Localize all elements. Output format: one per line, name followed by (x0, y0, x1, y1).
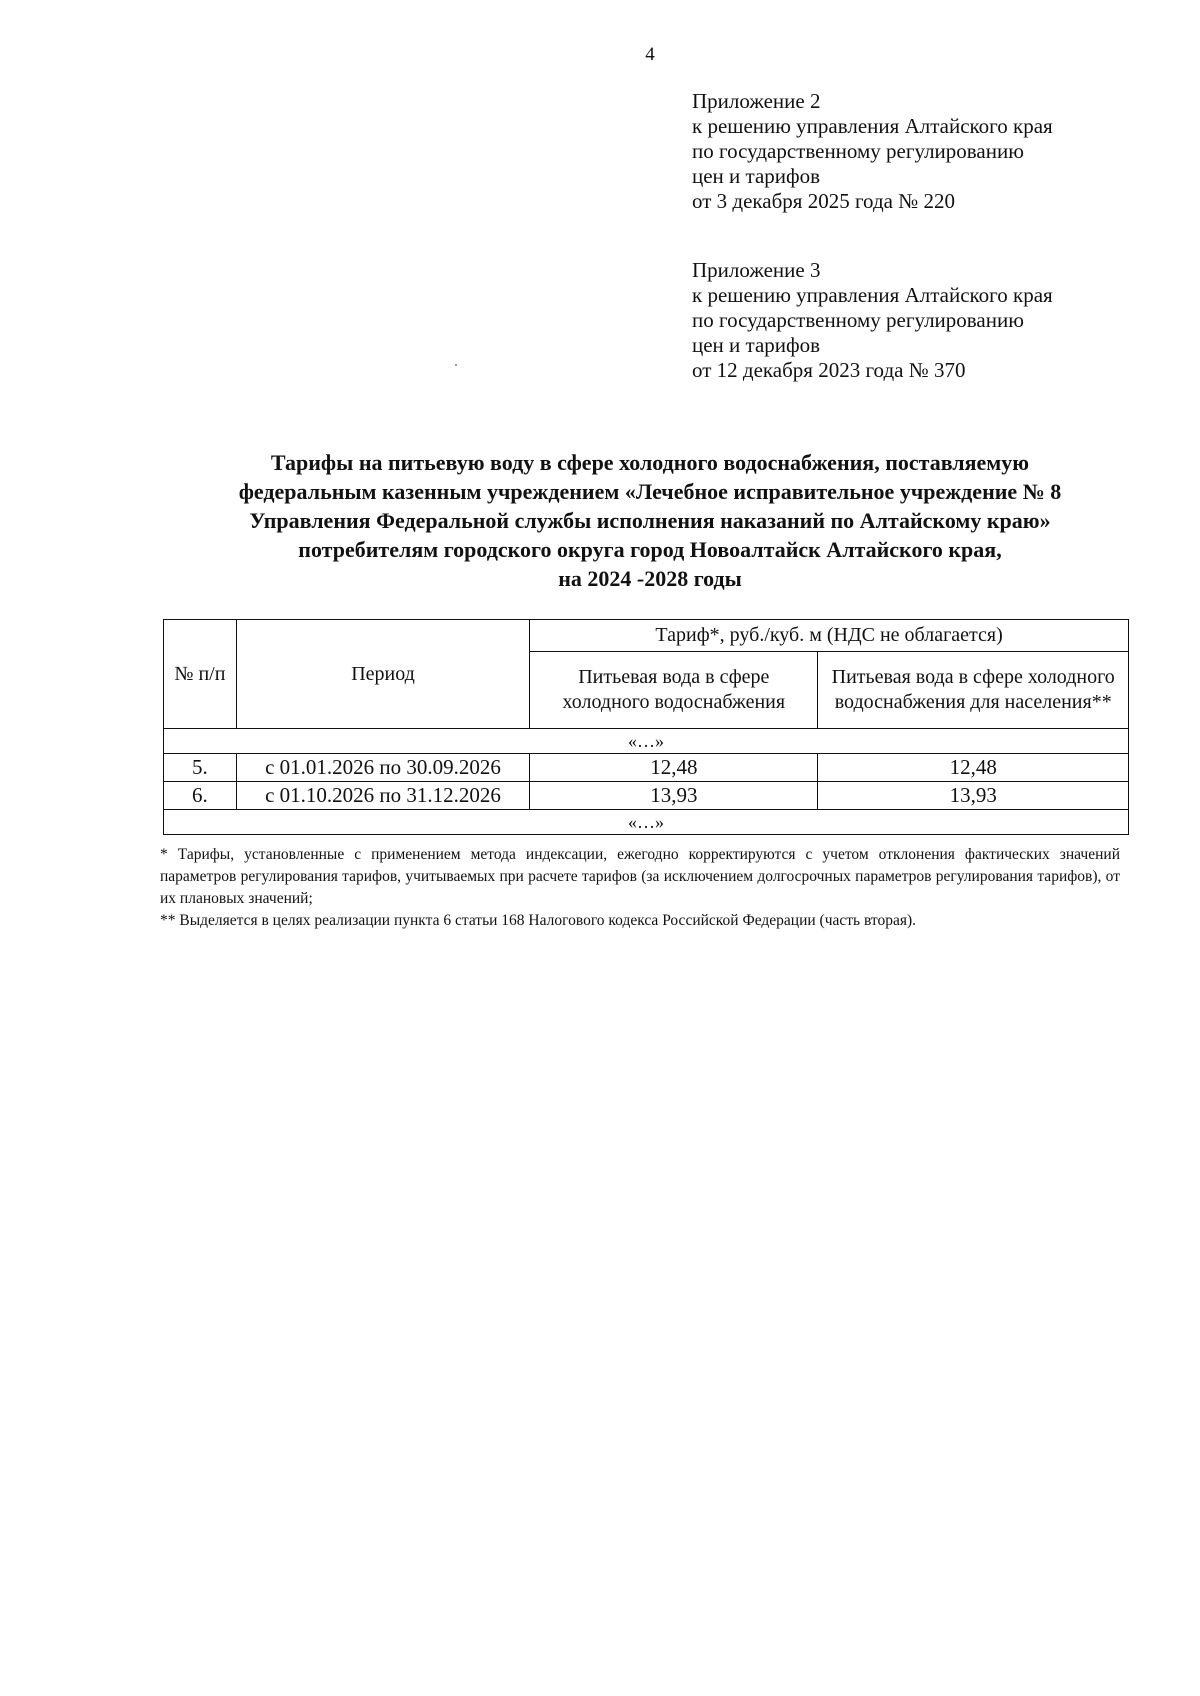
header-period: Период (236, 620, 529, 729)
row-tariff-population: 12,48 (818, 754, 1129, 782)
header-drinking-water: Питьевая вода в сфере холодного водоснабжения (530, 652, 818, 729)
row-tariff-population: 13,93 (818, 782, 1129, 810)
title-line: федеральным казенным учреждением «Лечебное исправительное учреждение № 8 (238, 479, 1062, 504)
appendix-2-line: от 3 декабря 2025 года № 220 (692, 189, 955, 213)
table-row (164, 782, 1129, 810)
document-title (150, 448, 1150, 593)
tariff-table (163, 619, 1129, 835)
title-line: на 2024 -2028 годы (558, 566, 742, 591)
scan-speck (455, 364, 457, 366)
appendix-2-line: Приложение 2 (692, 89, 821, 113)
appendix-2-line: цен и тарифов (692, 164, 821, 188)
row-period: с 01.01.2026 по 30.09.2026 (236, 754, 529, 782)
table-ellipsis-row (164, 810, 1129, 835)
ellipsis-cell: «…» (164, 729, 1129, 754)
appendix-3-block (692, 258, 1053, 383)
appendix-3-line: по государственному регулированию (692, 308, 1024, 332)
appendix-2-line: по государственному регулированию (692, 139, 1024, 163)
footnote-indexation: * Тарифы, установленные с применением метода индексации, ежегодно корректируются с учетом отклонения фактических значений параметров регулирования тарифов, учитываемых при расчете тарифов (за исключением долгосрочных параметров регулирования тарифов), от их плановых значений; (160, 846, 1120, 907)
footnote-vat: ** Выделяется в целях реализации пункта 6 статьи 168 Налогового кодекса Российской Федерации (часть вторая). (160, 912, 917, 929)
appendix-2-block (692, 89, 1053, 214)
footnotes (160, 844, 1120, 932)
ellipsis-cell: «…» (164, 810, 1129, 835)
table-row (164, 754, 1129, 782)
table-header-row (164, 620, 1129, 652)
table-ellipsis-row (164, 729, 1129, 754)
appendix-3-line: цен и тарифов (692, 333, 821, 357)
title-line: потребителям городского округа город Новоалтайск Алтайского края, (298, 537, 1002, 562)
title-line: Тарифы на питьевую воду в сфере холодного водоснабжения, поставляемую (270, 450, 1030, 475)
row-number: 5. (164, 754, 237, 782)
header-tariff-group: Тариф*, руб./куб. м (НДС не облагается) (530, 620, 1129, 652)
title-line: Управления Федеральной службы исполнения наказаний по Алтайскому краю» (249, 508, 1051, 533)
row-tariff-general: 13,93 (530, 782, 818, 810)
row-period: с 01.10.2026 по 31.12.2026 (236, 782, 529, 810)
header-number: № п/п (164, 620, 237, 729)
appendix-3-line: от 12 декабря 2023 года № 370 (692, 358, 966, 382)
row-number: 6. (164, 782, 237, 810)
header-drinking-water-population: Питьевая вода в сфере холодного водоснабжения для населения** (818, 652, 1129, 729)
appendix-3-line: Приложение 3 (692, 258, 821, 282)
appendix-3-line: к решению управления Алтайского края (692, 283, 1053, 307)
row-tariff-general: 12,48 (530, 754, 818, 782)
appendix-2-line: к решению управления Алтайского края (692, 114, 1053, 138)
page-number: 4 (645, 44, 655, 65)
